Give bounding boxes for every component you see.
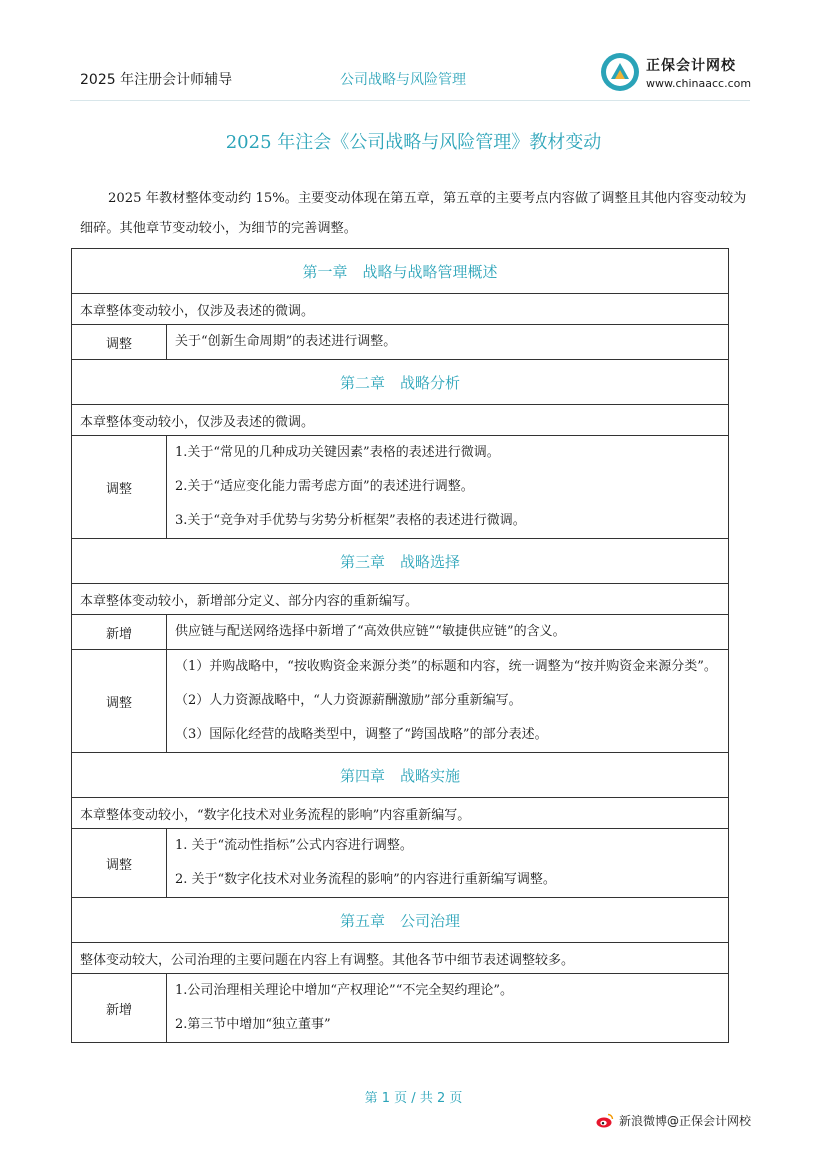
brand-url: www.chinaacc.com [646, 77, 752, 90]
weibo-text: 新浪微博@正保会计网校 [619, 1114, 752, 1128]
change-item: （3）国际化经营的战略类型中，调整了“跨国战略”的部分表述。 [175, 727, 548, 742]
change-item: 关于“创新生命周期”的表述进行调整。 [175, 334, 397, 349]
chapter-overview-row [72, 798, 729, 829]
change-item: （2）人力资源战略中，“人力资源薪酬激励”部分重新编写。 [175, 693, 522, 708]
change-details [167, 974, 729, 1043]
chapter-overview-row [72, 584, 729, 615]
change-type-label: 调整 [72, 829, 167, 898]
chapter-title: 第四章 战略实施 [72, 753, 729, 798]
change-details [167, 650, 729, 753]
document-title [0, 128, 827, 154]
chapter-overview: 本章整体变动较小，仅涉及表述的微调。 [72, 405, 729, 436]
brand-block [646, 55, 751, 90]
chapter-overview: 本章整体变动较小，仅涉及表述的微调。 [72, 294, 729, 325]
chapter-header-row [72, 539, 729, 584]
brand-name: 正保会计网校 [646, 58, 736, 74]
change-row [72, 325, 729, 360]
change-row [72, 615, 729, 650]
intro-paragraph: 2025 年教材整体变动约 15%。主要变动体现在第五章，第五章的主要考点内容做了调整且其他内容变动较为细碎。其他章节变动较小，为细节的完善调整。 [80, 191, 747, 236]
chapter-overview: 本章整体变动较小，新增部分定义、部分内容的重新编写。 [72, 584, 729, 615]
chapter-overview-row [72, 294, 729, 325]
header-subject: 公司战略与风险管理 [340, 72, 466, 88]
chapter-header-row [72, 753, 729, 798]
change-item: 1. 关于“流动性指标”公式内容进行调整。 [175, 838, 413, 853]
page-number: 第 1 页 / 共 2 页 [364, 1091, 463, 1106]
header-left-title: 2025 年注册会计师辅导 [80, 72, 233, 88]
change-details [167, 829, 729, 898]
change-item: 1.关于“常见的几种成功关键因素”表格的表述进行微调。 [175, 445, 500, 460]
weibo-icon [596, 1113, 614, 1128]
chapter-title: 第一章 战略与战略管理概述 [72, 249, 729, 294]
change-item: 3.关于“竞争对手优势与劣势分析框架”表格的表述进行微调。 [175, 513, 526, 528]
title-text: 年注会《公司战略与风险管理》教材变动 [277, 132, 602, 153]
change-item: 2. 关于“数字化技术对业务流程的影响”的内容进行重新编写调整。 [175, 872, 556, 887]
change-row [72, 974, 729, 1043]
change-row [72, 436, 729, 539]
change-item: 2.关于“适应变化能力需考虑方面”的表述进行调整。 [175, 479, 474, 494]
change-item: 供应链与配送网络选择中新增了“高效供应链”“敏捷供应链”的含义。 [175, 624, 566, 639]
change-type-label: 调整 [72, 325, 167, 360]
title-year: 2025 [225, 132, 272, 153]
changes-table [71, 248, 729, 1043]
change-details [167, 325, 729, 360]
chapter-overview: 整体变动较大，公司治理的主要问题在内容上有调整。其他各节中细节表述调整较多。 [72, 943, 729, 974]
chapter-overview-row [72, 405, 729, 436]
change-type-label: 调整 [72, 436, 167, 539]
change-item: （1）并购战略中，“按收购资金来源分类”的标题和内容，统一调整为“按并购资金来源分类”。 [175, 659, 717, 674]
chinaacc-logo-icon [600, 52, 640, 92]
chapter-header-row [72, 249, 729, 294]
change-row [72, 829, 729, 898]
change-item: 1.公司治理相关理论中增加“产权理论”“不完全契约理论”。 [175, 983, 513, 998]
chapter-overview-row [72, 943, 729, 974]
chapter-title: 第三章 战略选择 [72, 539, 729, 584]
change-item: 2.第三节中增加“独立董事” [175, 1017, 331, 1032]
chapter-title: 第五章 公司治理 [72, 898, 729, 943]
change-type-label: 新增 [72, 974, 167, 1043]
header-divider [70, 100, 750, 101]
chapter-overview: 本章整体变动较小，“数字化技术对业务流程的影响”内容重新编写。 [72, 798, 729, 829]
change-row [72, 650, 729, 753]
chapter-title: 第二章 战略分析 [72, 360, 729, 405]
change-details [167, 436, 729, 539]
weibo-credit [596, 1112, 751, 1129]
change-type-label: 新增 [72, 615, 167, 650]
chapter-header-row [72, 360, 729, 405]
change-details [167, 615, 729, 650]
change-type-label: 调整 [72, 650, 167, 753]
chapter-header-row [72, 898, 729, 943]
